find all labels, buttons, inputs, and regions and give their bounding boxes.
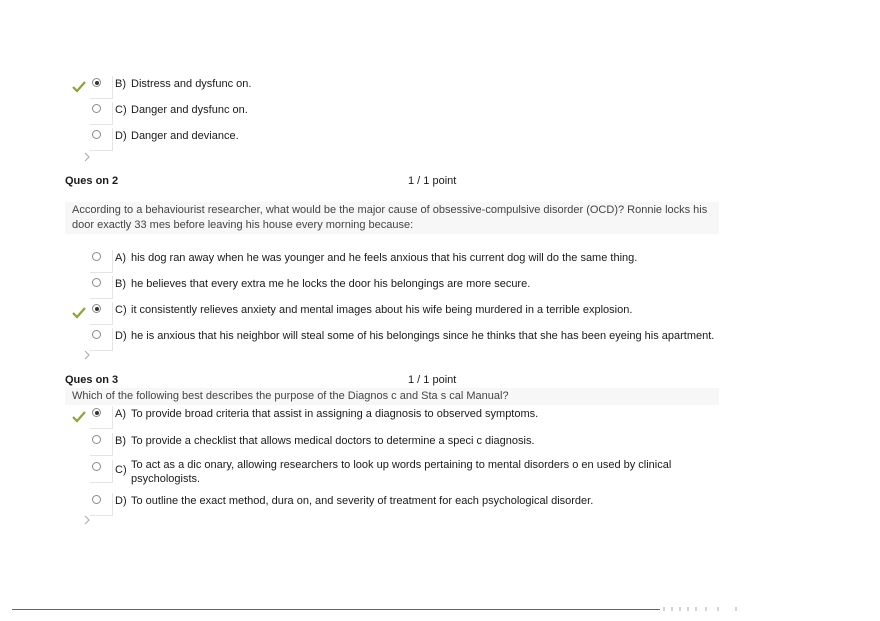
option-letter: A) (115, 408, 126, 420)
radio-button[interactable] (92, 462, 101, 471)
chevron-right-icon[interactable] (82, 515, 92, 525)
question-text: Which of the following best describes the purpose of the Diagnos c and Sta s cal Manual? (65, 388, 719, 405)
option-letter: D) (115, 495, 127, 507)
option-letter: C) (115, 304, 127, 316)
option-text: To provide broad criteria that assist in assigning a diagnosis to observed symptoms. (131, 408, 539, 420)
option-letter: B) (115, 278, 126, 290)
question-points: 1 / 1 point (408, 374, 457, 386)
radio-button[interactable] (92, 330, 101, 339)
option-text: it consistently relieves anxiety and mental images about his wife being murdered in a terrible explosion. (131, 304, 633, 316)
option-text: To act as a dic onary, allowing researchers to look up words pertaining to mental disorders o en used by clinical psychologists. (131, 459, 672, 485)
radio-button[interactable] (92, 252, 101, 261)
option-text: Danger and dysfunc on. (131, 104, 248, 116)
radio-container[interactable] (90, 433, 113, 456)
option-letter: D) (115, 130, 127, 142)
radio-container[interactable] (90, 328, 113, 351)
option-text: To outline the exact method, dura on, and severity of treatment for each psychological disorder. (131, 495, 594, 507)
option-letter: C) (115, 464, 127, 476)
radio-button[interactable] (92, 435, 101, 444)
question-title: Ques on 3 (65, 374, 119, 386)
correct-check-icon (72, 411, 86, 423)
chevron-right-icon[interactable] (82, 350, 92, 360)
option-letter: B) (115, 435, 126, 447)
radio-container[interactable] (90, 128, 113, 151)
radio-container[interactable] (90, 406, 113, 429)
correct-check-icon (72, 81, 86, 93)
radio-button[interactable] (92, 130, 101, 139)
radio-button[interactable] (92, 278, 101, 287)
radio-container[interactable] (90, 460, 113, 483)
radio-button[interactable] (92, 495, 101, 504)
option-letter: D) (115, 330, 127, 342)
correct-check-icon (72, 307, 86, 319)
question-title: Ques on 2 (65, 175, 119, 187)
question-text: According to a behaviourist researcher, what would be the major cause of obsessive-compulsive disorder (OCD)? Ronnie locks his door exactly 33 mes before leaving his house every morning because: (65, 202, 719, 234)
option-text: To provide a checklist that allows medical doctors to determine a speci c diagnosis. (131, 435, 535, 447)
radio-button[interactable] (92, 78, 101, 87)
radio-container[interactable] (90, 493, 113, 516)
radio-container[interactable] (90, 276, 113, 299)
chevron-right-icon[interactable] (82, 152, 92, 162)
option-letter: B) (115, 78, 126, 90)
radio-container[interactable] (90, 102, 113, 125)
radio-button[interactable] (92, 408, 101, 417)
option-text: Distress and dysfunc on. (131, 78, 252, 90)
option-letter: C) (115, 104, 127, 116)
radio-container[interactable] (90, 250, 113, 273)
option-text: he believes that every extra me he locks the door his belongings are more secure. (131, 278, 531, 290)
radio-container[interactable] (90, 302, 113, 325)
option-text: he is anxious that his neighbor will steal some of his belongings since he thinks that she has been eyeing his apartment. (131, 330, 715, 342)
option-text: his dog ran away when he was younger and he feels anxious that his current dog will do the same thing. (131, 252, 638, 264)
option-letter: A) (115, 252, 126, 264)
question-points: 1 / 1 point (408, 175, 457, 187)
option-text: Danger and deviance. (131, 130, 239, 142)
footer-marks (662, 606, 742, 612)
radio-container[interactable] (90, 76, 113, 99)
footer-divider (12, 609, 660, 610)
radio-button[interactable] (92, 104, 101, 113)
radio-button[interactable] (92, 304, 101, 313)
